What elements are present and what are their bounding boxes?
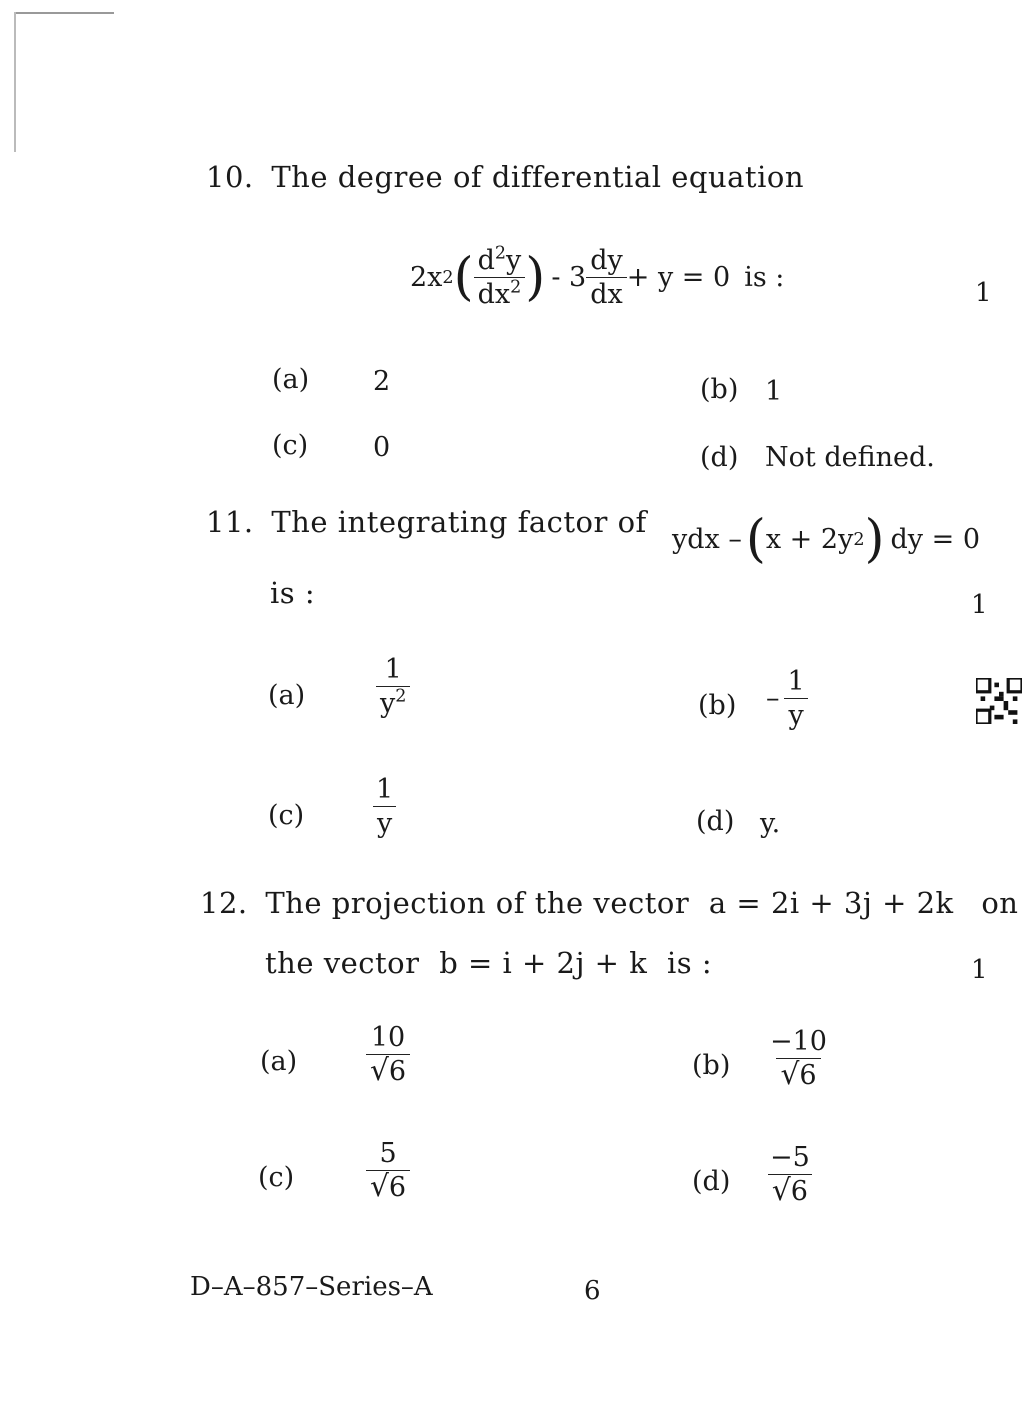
q10-stem (206, 160, 804, 194)
q12-stem-line1 (200, 886, 1018, 920)
q10-equation: 2x 2 ( $\frac{d^2y}{dx^2}$ ) - 3 $\frac{dy}{dx}$ + y = 0 is : (410, 243, 785, 310)
q12-mark: 1 (971, 955, 988, 985)
q12-stem-line2 (265, 946, 712, 980)
q12-option-a: 10 √ 6 (366, 1022, 410, 1087)
q10-number: 10. (206, 160, 254, 194)
q12-text-2: the vector (265, 946, 420, 980)
q10-mark: 1 (975, 278, 992, 308)
page-number: 6 (584, 1276, 601, 1306)
q10-option-b-label: (b) (700, 374, 739, 405)
series-code: D–A–857–Series–A (190, 1272, 433, 1302)
q12-option-d: −5 √ 6 (766, 1142, 814, 1207)
q10-option-d: Not defined. (765, 442, 935, 473)
q11-option-d-label: (d) (696, 806, 735, 837)
q11-text: The integrating factor of (271, 505, 647, 539)
scan-border-line (14, 12, 16, 152)
q12-option-a-label: (a) (260, 1046, 298, 1077)
q11-is: is : (270, 576, 316, 610)
q12-option-c-label: (c) (258, 1162, 295, 1193)
q11-option-b: – $\frac{1}{y}$ (766, 666, 809, 731)
q11-option-b-label: (b) (698, 690, 737, 721)
q11-option-c: $\frac{1}{y}$ (372, 774, 397, 839)
q11-stem (206, 505, 647, 539)
q12-on: on (981, 886, 1019, 920)
q11-option-c-label: (c) (268, 800, 305, 831)
q11-mark: 1 (971, 590, 988, 620)
q11-number: 11. (206, 505, 254, 539)
q10-option-d-label: (d) (700, 442, 739, 473)
qr-code-icon (976, 678, 1022, 724)
q11-option-a-label: (a) (268, 680, 306, 711)
q11-option-d: y. (760, 808, 781, 839)
q10-option-b: 1 (765, 376, 783, 407)
scan-border-line (14, 12, 114, 14)
q10-option-c: 0 (373, 432, 391, 463)
q12-vector-a: a = 2i + 3j + 2k (708, 886, 954, 920)
q10-option-c-label: (c) (272, 430, 309, 461)
q12-option-c: 5 √ 6 (366, 1138, 410, 1203)
q10-option-a-label: (a) (272, 364, 310, 395)
d2y-dx2-fraction: $\frac{d^2y}{dx^2}$ (474, 245, 526, 310)
dy-dx-fraction: $\frac{dy}{dx}$ (586, 245, 627, 310)
q12-option-d-label: (d) (692, 1166, 731, 1197)
q10-text: The degree of differential equation (271, 160, 804, 194)
q12-option-b: −10 √ 6 (770, 1026, 827, 1092)
q11-option-a: $\frac{1}{y^2}$ (376, 654, 410, 719)
q12-text-1: The projection of the vector (265, 886, 690, 920)
q11-equation: ydx – ( x + 2y 2 ) dy = 0 (672, 509, 981, 569)
q12-vector-b: b = i + 2j + k (439, 946, 648, 980)
q12-is: is : (666, 946, 713, 980)
q10-option-a: 2 (373, 366, 391, 397)
q12-number: 12. (200, 886, 248, 920)
q12-option-b-label: (b) (692, 1050, 731, 1081)
